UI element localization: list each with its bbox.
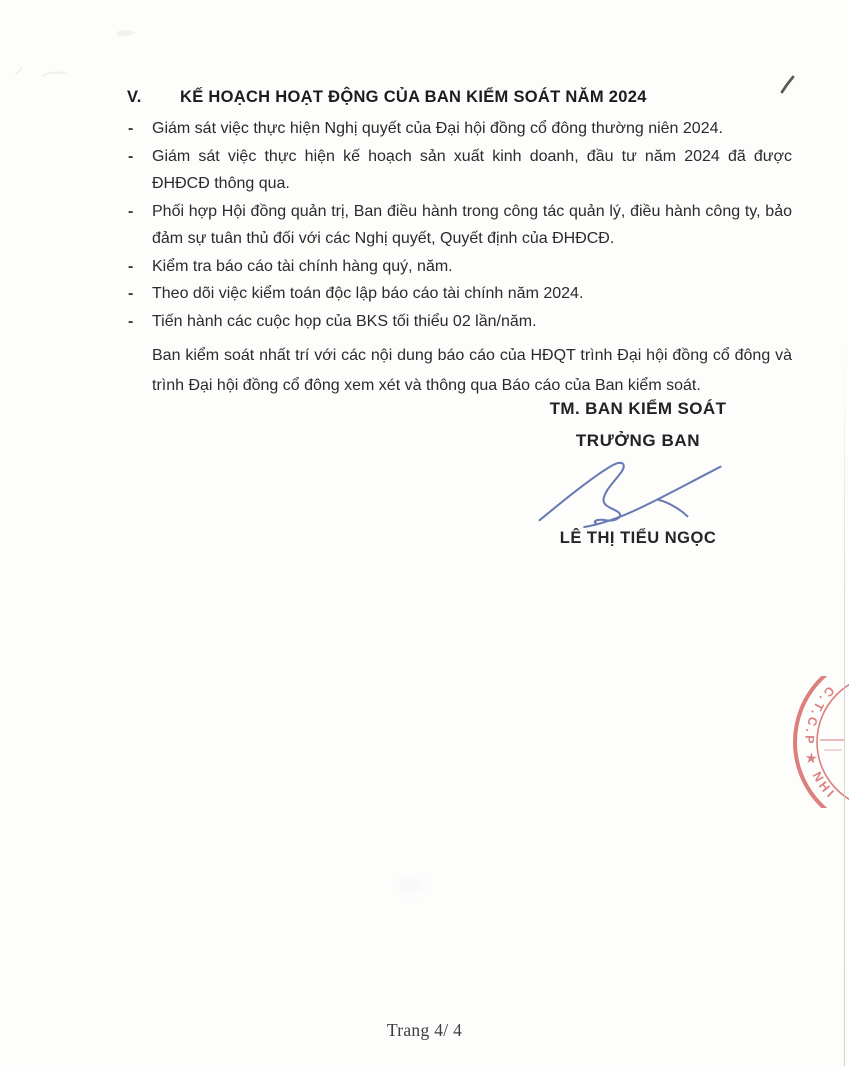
section-heading	[127, 86, 792, 108]
bullet-marker: -	[128, 202, 134, 220]
bullet-marker: -	[128, 257, 134, 275]
page-number: Trang 4/ 4	[386, 1020, 463, 1040]
bullet-marker: -	[128, 285, 134, 302]
bullet-item	[127, 253, 792, 281]
bullet-item	[127, 115, 792, 143]
bullet-text: Giám sát việc thực hiện Nghị quyết của Đại hội đồng cổ đông thường niên 2024.	[152, 120, 723, 137]
bullet-item	[127, 308, 792, 336]
signer-name: LÊ THỊ TIỂU NGỌC	[559, 529, 717, 547]
page-footer	[0, 1020, 849, 1041]
bullet-text: Theo dõi việc kiểm toán độc lập báo cáo tài chính năm 2024.	[152, 285, 584, 302]
closing-paragraph: Ban kiểm soát nhất trí với các nội dung báo cáo của HĐQT trình Đại hội đồng cổ đông và trình Đại hội đồng cổ đông xem xét và thông qua Báo cáo của Ban kiểm soát.	[152, 347, 792, 394]
paper-smudge	[8, 18, 158, 88]
bullet-item	[127, 198, 792, 253]
paper-smudge	[398, 880, 424, 890]
signature-block	[492, 398, 784, 548]
bullet-list	[127, 115, 792, 335]
page-edge-shadow	[844, 340, 845, 1066]
stamp-arc-text: C.T.C.P ★ NHI	[802, 683, 839, 803]
bullet-item	[127, 143, 792, 198]
bullet-text: Tiến hành các cuộc họp của BKS tối thiểu 02 lần/năm.	[152, 312, 537, 330]
bullet-item	[127, 280, 792, 308]
signature-role: TRƯỞNG BAN	[575, 431, 701, 450]
signature-capacity: TM. BAN KIỂM SOÁT	[549, 399, 727, 418]
section-title: KẾ HOẠCH HOẠT ĐỘNG CỦA BAN KIỂM SOÁT NĂM 2024	[180, 88, 647, 106]
report-body	[127, 86, 792, 401]
bullet-marker: -	[128, 147, 134, 165]
bullet-text: Giám sát việc thực hiện kế hoạch sản xuất kinh doanh, đầu tư năm 2024 đã được ĐHĐCĐ thông qua.	[152, 147, 792, 192]
bullet-text: Phối hợp Hội đồng quản trị, Ban điều hành trong công tác quản lý, điều hành công ty, bảo đảm sự tuân thủ đối với các Nghị quyết, Quyết định của ĐHĐCĐ.	[152, 202, 792, 247]
bullet-text: Kiểm tra báo cáo tài chính hàng quý, năm.	[152, 257, 453, 275]
bullet-marker: -	[128, 120, 134, 137]
red-seal-stamp-icon	[784, 676, 849, 808]
section-number: V.	[127, 88, 142, 106]
bullet-marker: -	[128, 312, 134, 330]
handwritten-signature	[492, 456, 784, 528]
